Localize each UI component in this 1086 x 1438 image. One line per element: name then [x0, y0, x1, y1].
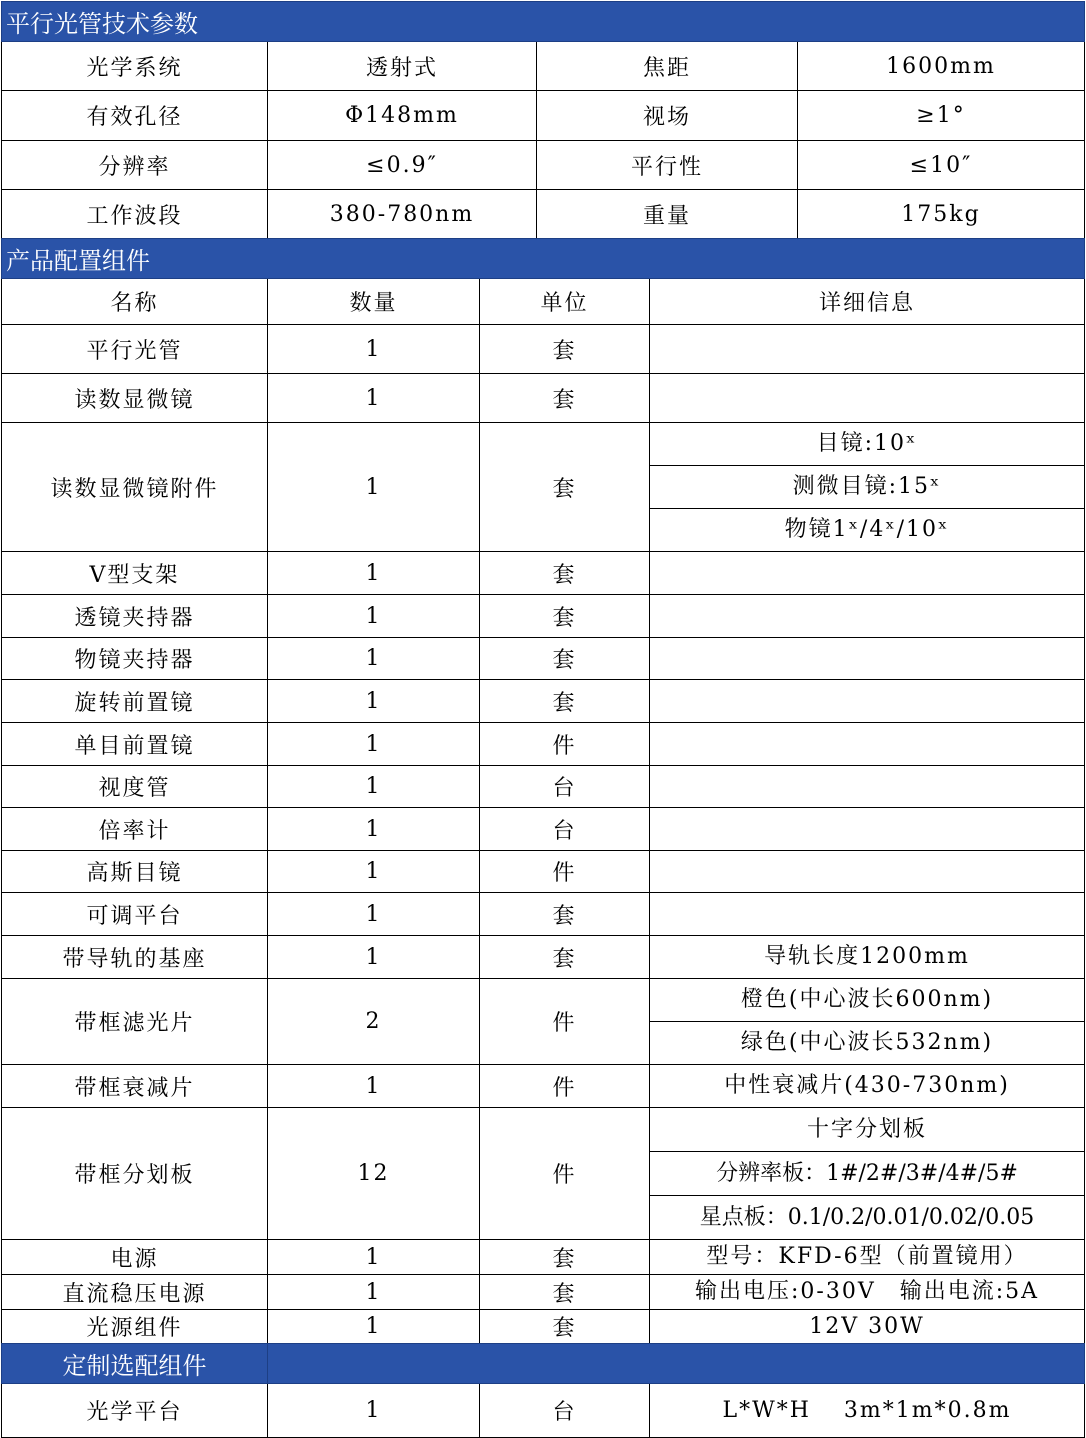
item-name: 带框滤光片 — [2, 979, 268, 1065]
item-qty: 1 — [268, 1240, 480, 1275]
item-detail-line: 橙色(中心波长600nm) — [650, 979, 1084, 1022]
item-name: 带框衰减片 — [2, 1065, 268, 1108]
item-detail-line: 测微目镜:15ˣ — [650, 466, 1084, 509]
item-unit: 套 — [480, 374, 650, 423]
item-name: 读数显微镜 — [2, 374, 268, 423]
item-name: 单目前置镜 — [2, 723, 268, 766]
item-unit: 套 — [480, 680, 650, 723]
item-name: 平行光管 — [2, 325, 268, 374]
item-details — [650, 374, 1085, 423]
item-details — [650, 680, 1085, 723]
tech-value: 透射式 — [268, 42, 537, 91]
item-details — [650, 1275, 1085, 1310]
config-row — [2, 893, 1085, 936]
tech-label: 焦距 — [537, 42, 798, 91]
item-details — [650, 638, 1085, 680]
tech-label: 分辨率 — [2, 141, 268, 190]
item-unit: 台 — [480, 1384, 650, 1438]
item-qty: 1 — [268, 680, 480, 723]
config-row — [2, 979, 1085, 1065]
item-detail-line: 输出电压:0-30V 输出电流:5A — [694, 1279, 1040, 1304]
item-qty: 1 — [268, 325, 480, 374]
tech-value: 1600mm — [798, 42, 1085, 91]
item-details — [650, 808, 1085, 851]
config-row — [2, 680, 1085, 723]
config-row — [2, 851, 1085, 893]
config-row — [2, 638, 1085, 680]
tech-row — [2, 42, 1085, 91]
item-name: 高斯目镜 — [2, 851, 268, 893]
item-name: 透镜夹持器 — [2, 595, 268, 638]
tech-value: ≤0.9″ — [268, 141, 537, 190]
item-detail-line: 星点板：0.1/0.2/0.01/0.02/0.05 — [699, 1205, 1035, 1230]
tech-row — [2, 190, 1085, 239]
item-details — [650, 723, 1085, 766]
item-detail-line: 12V 30W — [809, 1314, 925, 1339]
item-detail-line: 绿色(中心波长532nm) — [740, 1030, 994, 1055]
item-unit: 件 — [480, 1065, 650, 1108]
item-qty: 1 — [268, 1065, 480, 1108]
item-name: 直流稳压电源 — [2, 1275, 268, 1310]
item-details — [650, 325, 1085, 374]
item-details — [650, 1065, 1085, 1108]
config-row — [2, 936, 1085, 979]
header-qty: 数量 — [268, 279, 480, 325]
item-details — [650, 851, 1085, 893]
item-unit: 台 — [480, 808, 650, 851]
item-qty: 1 — [268, 423, 480, 552]
item-detail-line: 十字分划板 — [650, 1108, 1084, 1152]
item-qty: 1 — [268, 595, 480, 638]
item-qty: 1 — [268, 638, 480, 680]
config-row — [2, 1275, 1085, 1310]
item-unit: 套 — [480, 1275, 650, 1310]
config-section-header — [2, 239, 1085, 279]
item-unit: 套 — [480, 423, 650, 552]
item-detail-line: L*W*H 3m*1m*0.8m — [722, 1398, 1012, 1423]
item-unit: 套 — [480, 1310, 650, 1344]
item-qty: 1 — [268, 1275, 480, 1310]
item-qty: 1 — [268, 1310, 480, 1344]
item-qty: 1 — [268, 552, 480, 595]
custom-section-title: 定制选配组件 — [2, 1344, 268, 1384]
custom-table — [1, 1343, 1085, 1438]
item-name: 电源 — [2, 1240, 268, 1275]
item-name: 视度管 — [2, 766, 268, 808]
config-row — [2, 1065, 1085, 1108]
tech-value: ≥1° — [798, 91, 1085, 141]
tech-row — [2, 91, 1085, 141]
item-name: 倍率计 — [2, 808, 268, 851]
config-row — [2, 1108, 1085, 1240]
tech-section-header — [2, 2, 1085, 42]
item-details — [650, 552, 1085, 595]
item-unit: 套 — [480, 893, 650, 936]
spec-sheet — [1, 1, 1084, 1438]
item-qty: 1 — [268, 893, 480, 936]
config-row — [2, 423, 1085, 552]
item-qty: 1 — [268, 723, 480, 766]
item-unit: 件 — [480, 1108, 650, 1240]
item-qty: 2 — [268, 979, 480, 1065]
header-unit: 单位 — [480, 279, 650, 325]
item-details — [650, 1310, 1085, 1344]
config-row — [2, 766, 1085, 808]
config-row — [2, 325, 1085, 374]
item-qty: 1 — [268, 766, 480, 808]
item-details — [650, 595, 1085, 638]
item-qty: 1 — [268, 851, 480, 893]
item-name: 物镜夹持器 — [2, 638, 268, 680]
item-details — [650, 766, 1085, 808]
item-name: V型支架 — [2, 552, 268, 595]
item-details — [650, 936, 1085, 979]
item-detail-line: 物镜1ˣ/4ˣ/10ˣ — [784, 517, 950, 542]
config-row — [2, 374, 1085, 423]
custom-section-header — [2, 1344, 1085, 1384]
tech-label: 重量 — [537, 190, 798, 239]
item-details — [650, 979, 1085, 1065]
item-unit: 套 — [480, 325, 650, 374]
config-header-row — [2, 279, 1085, 325]
item-details — [650, 1384, 1085, 1438]
item-qty: 12 — [268, 1108, 480, 1240]
item-details — [650, 893, 1085, 936]
item-qty: 1 — [268, 936, 480, 979]
item-name: 可调平台 — [2, 893, 268, 936]
config-table — [1, 238, 1085, 1344]
tech-value: Φ148mm — [268, 91, 537, 141]
config-row — [2, 723, 1085, 766]
item-name: 光学平台 — [2, 1384, 268, 1438]
tech-row — [2, 141, 1085, 190]
tech-label: 光学系统 — [2, 42, 268, 91]
config-section-title: 产品配置组件 — [2, 239, 1085, 279]
config-row — [2, 595, 1085, 638]
item-qty: 1 — [268, 808, 480, 851]
config-row — [2, 1310, 1085, 1344]
item-name: 带导轨的基座 — [2, 936, 268, 979]
config-row — [2, 808, 1085, 851]
item-unit: 套 — [480, 595, 650, 638]
item-unit: 套 — [480, 936, 650, 979]
item-detail-line: 导轨长度1200mm — [764, 944, 970, 969]
item-details — [650, 1108, 1085, 1240]
item-details — [650, 1240, 1085, 1275]
config-row — [2, 552, 1085, 595]
item-detail-line: 型号：KFD-6型（前置镜用） — [706, 1244, 1028, 1269]
tech-value: 380-780nm — [268, 190, 537, 239]
item-name: 带框分划板 — [2, 1108, 268, 1240]
config-row — [2, 1240, 1085, 1275]
tech-params-table — [1, 1, 1085, 239]
item-unit: 套 — [480, 638, 650, 680]
tech-value: ≤10″ — [798, 141, 1085, 190]
item-detail-line: 目镜:10ˣ — [650, 423, 1084, 466]
item-name: 光源组件 — [2, 1310, 268, 1344]
item-qty: 1 — [268, 1384, 480, 1438]
item-unit: 台 — [480, 766, 650, 808]
tech-label: 工作波段 — [2, 190, 268, 239]
item-qty: 1 — [268, 374, 480, 423]
tech-label: 视场 — [537, 91, 798, 141]
tech-label: 平行性 — [537, 141, 798, 190]
item-detail-line: 中性衰减片(430-730nm) — [724, 1073, 1010, 1098]
item-unit: 件 — [480, 979, 650, 1065]
item-unit: 套 — [480, 552, 650, 595]
item-name: 读数显微镜附件 — [2, 423, 268, 552]
custom-section-band-fill — [268, 1344, 1085, 1384]
item-unit: 件 — [480, 723, 650, 766]
tech-section-title: 平行光管技术参数 — [2, 2, 1085, 42]
item-detail-line: 分辨率板：1#/2#/3#/4#/5# — [650, 1152, 1084, 1196]
item-unit: 件 — [480, 851, 650, 893]
item-unit: 套 — [480, 1240, 650, 1275]
header-name: 名称 — [2, 279, 268, 325]
tech-value: 175kg — [798, 190, 1085, 239]
header-detail: 详细信息 — [650, 279, 1085, 325]
tech-label: 有效孔径 — [2, 91, 268, 141]
item-name: 旋转前置镜 — [2, 680, 268, 723]
item-details — [650, 423, 1085, 552]
config-row — [2, 1384, 1085, 1438]
